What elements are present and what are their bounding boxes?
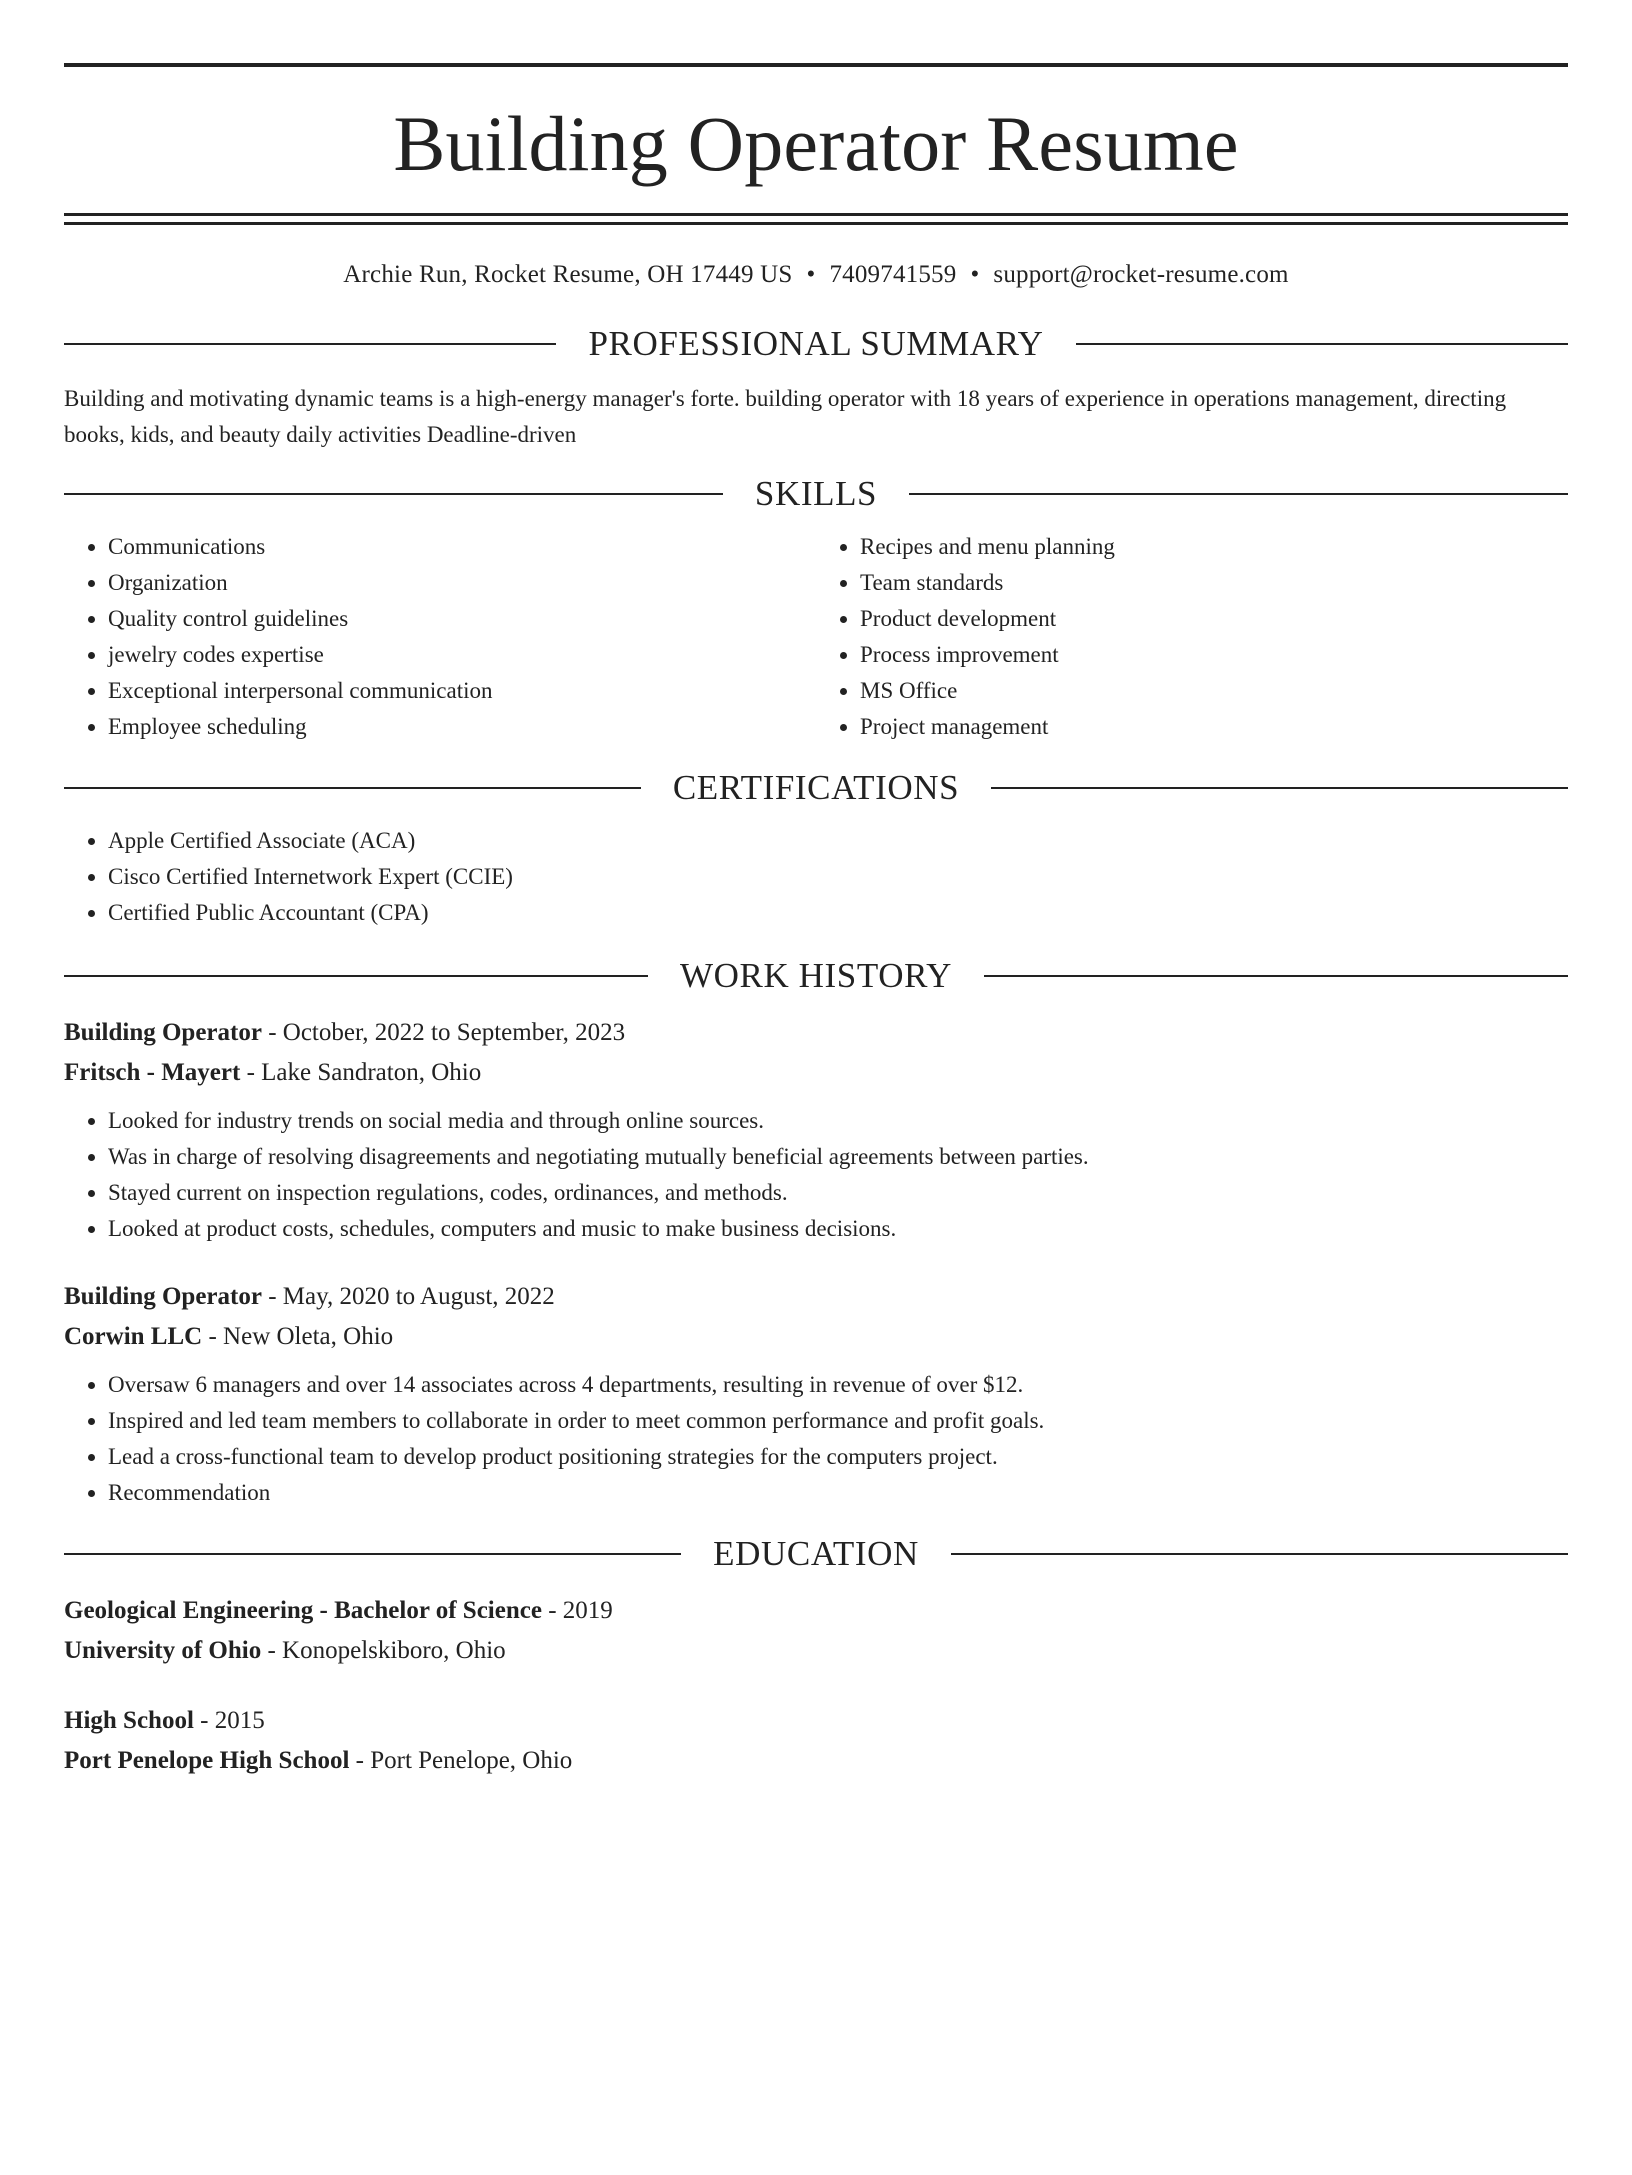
- education-degree: Geological Engineering - Bachelor of Science: [64, 1597, 542, 1624]
- work-heading: WORK HISTORY: [680, 956, 952, 995]
- education-year: - 2015: [193, 1707, 265, 1734]
- education-location: - Port Penelope, Ohio: [349, 1747, 573, 1774]
- header-top-rule: [64, 63, 1568, 67]
- job-bullet: • Looked for industry trends on social media and through online sources.: [108, 1103, 1568, 1139]
- education-degree-line: [64, 1701, 1568, 1741]
- section-heading-work: [64, 955, 1568, 997]
- heading-rule: [984, 975, 1568, 977]
- contact-email: support@rocket-resume.com: [993, 261, 1289, 288]
- heading-rule: [991, 787, 1568, 789]
- skill-item: • jewelry codes expertise: [108, 637, 816, 673]
- education-degree-line: [64, 1591, 1568, 1631]
- education-year: - 2019: [541, 1597, 613, 1624]
- skill-item: • Project management: [860, 709, 1568, 745]
- skill-item: • Employee scheduling: [108, 709, 816, 745]
- skill-item: • Organization: [108, 565, 816, 601]
- contact-address: Archie Run, Rocket Resume, OH 17449 US: [343, 261, 793, 288]
- section-heading-education: [64, 1533, 1568, 1575]
- skills-list-left: [64, 529, 816, 745]
- summary-heading: PROFESSIONAL SUMMARY: [588, 324, 1044, 363]
- skill-item: • Process improvement: [860, 637, 1568, 673]
- job-bullet: • Recommendation: [108, 1475, 1568, 1511]
- heading-rule: [909, 493, 1568, 495]
- job-company: Corwin LLC: [64, 1323, 203, 1350]
- job-location: - New Oleta, Ohio: [202, 1323, 394, 1350]
- skill-item: • Communications: [108, 529, 816, 565]
- heading-rule: [64, 343, 556, 345]
- job-entry: [64, 1277, 1568, 1511]
- job-bullets: [64, 1103, 1568, 1247]
- education-school-line: [64, 1631, 1568, 1671]
- heading-rule: [64, 975, 648, 977]
- contact-phone: 7409741559: [829, 261, 957, 288]
- education-location: - Konopelskiboro, Ohio: [261, 1637, 506, 1664]
- skill-item: • MS Office: [860, 673, 1568, 709]
- job-bullet: • Lead a cross-functional team to develop product positioning strategies for the computers project.: [108, 1439, 1568, 1475]
- job-title: Building Operator: [64, 1283, 262, 1310]
- certifications-list: [64, 823, 1568, 931]
- education-school: University of Ohio: [64, 1637, 262, 1664]
- skills-columns: [64, 529, 1568, 745]
- heading-rule: [951, 1553, 1568, 1555]
- job-title-line: [64, 1277, 1568, 1317]
- resume-page: [0, 63, 1632, 2175]
- resume-title: Building Operator Resume: [393, 100, 1239, 187]
- certification-item: • Cisco Certified Internetwork Expert (CCIE): [108, 859, 1568, 895]
- education-degree: High School: [64, 1707, 194, 1734]
- contact-line: [64, 261, 1568, 289]
- certification-item: • Certified Public Accountant (CPA): [108, 895, 1568, 931]
- heading-rule: [64, 493, 723, 495]
- education-school: Port Penelope High School: [64, 1747, 350, 1774]
- contact-separator: •: [970, 261, 980, 288]
- job-dates: - May, 2020 to August, 2022: [261, 1283, 555, 1310]
- heading-rule: [64, 1553, 681, 1555]
- job-company-line: [64, 1053, 1568, 1093]
- job-title-line: [64, 1013, 1568, 1053]
- job-bullet: • Looked at product costs, schedules, computers and music to make business decisions.: [108, 1211, 1568, 1247]
- section-heading-certifications: [64, 767, 1568, 809]
- job-dates: - October, 2022 to September, 2023: [261, 1019, 626, 1046]
- heading-rule: [64, 787, 641, 789]
- education-entry: [64, 1591, 1568, 1671]
- skill-item: • Product development: [860, 601, 1568, 637]
- skill-item: • Recipes and menu planning: [860, 529, 1568, 565]
- job-location: - Lake Sandraton, Ohio: [240, 1059, 482, 1086]
- header-double-rule: [64, 213, 1568, 225]
- summary-text: Building and motivating dynamic teams is a high-energy manager's forte. building operator with 18 years of experience in operations management, directing books, kids, and beauty daily activities Deadline-driven: [64, 386, 1507, 447]
- education-entry: [64, 1701, 1568, 1781]
- education-school-line: [64, 1741, 1568, 1781]
- job-bullets: [64, 1367, 1568, 1511]
- heading-rule: [1076, 343, 1568, 345]
- job-company-line: [64, 1317, 1568, 1357]
- contact-separator: •: [806, 261, 816, 288]
- certifications-heading: CERTIFICATIONS: [672, 768, 960, 807]
- skill-item: • Exceptional interpersonal communication: [108, 673, 816, 709]
- job-bullet: • Was in charge of resolving disagreements and negotiating mutually beneficial agreements between parties.: [108, 1139, 1568, 1175]
- job-bullet: • Oversaw 6 managers and over 14 associates across 4 departments, resulting in revenue of over $12.: [108, 1367, 1568, 1403]
- skills-list-right: [816, 529, 1568, 745]
- job-bullet: • Stayed current on inspection regulations, codes, ordinances, and methods.: [108, 1175, 1568, 1211]
- education-heading: EDUCATION: [713, 1534, 919, 1573]
- section-heading-summary: [64, 323, 1568, 365]
- certification-item: • Apple Certified Associate (ACA): [108, 823, 1568, 859]
- job-entry: [64, 1013, 1568, 1247]
- section-heading-skills: [64, 473, 1568, 515]
- job-company: Fritsch - Mayert: [64, 1059, 241, 1086]
- skills-heading: SKILLS: [754, 474, 878, 513]
- skill-item: • Team standards: [860, 565, 1568, 601]
- job-title: Building Operator: [64, 1019, 262, 1046]
- job-bullet: • Inspired and led team members to collaborate in order to meet common performance and profit goals.: [108, 1403, 1568, 1439]
- skill-item: • Quality control guidelines: [108, 601, 816, 637]
